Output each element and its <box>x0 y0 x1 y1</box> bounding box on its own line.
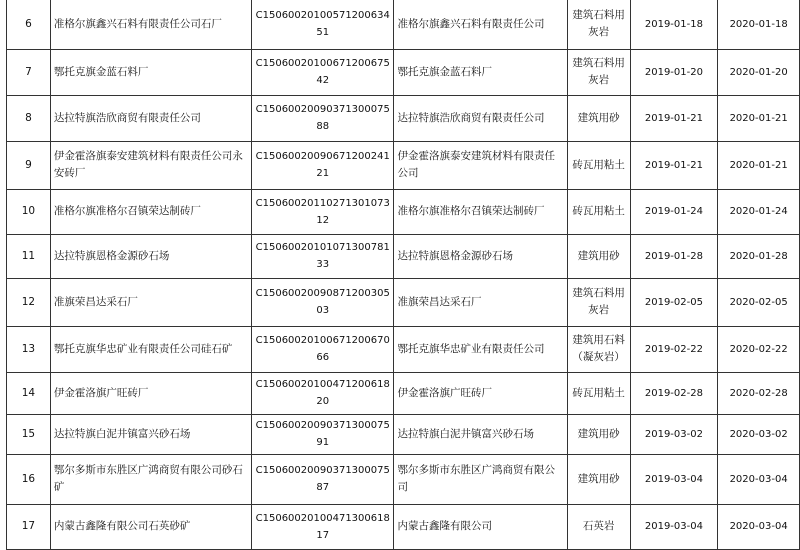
end-date: 2020-01-24 <box>718 189 800 234</box>
row-number: 13 <box>7 326 51 372</box>
mineral-type: 建筑用砂 <box>567 234 630 278</box>
mineral-type: 砖瓦用粘土 <box>567 141 630 189</box>
company-name: 伊金霍洛旗泰安建筑材料有限责任公司 <box>394 141 567 189</box>
mineral-type: 建筑石料用灰岩 <box>567 49 630 95</box>
permit-number: C1506002010067120067066 <box>252 326 394 372</box>
company-name: 鄂尔多斯市东胜区广鸿商贸有限公司 <box>394 454 567 504</box>
mineral-type: 砖瓦用粘土 <box>567 372 630 414</box>
mineral-type: 建筑用砂 <box>567 454 630 504</box>
start-date: 2019-03-02 <box>630 414 718 454</box>
end-date: 2020-02-28 <box>718 372 800 414</box>
end-date: 2020-01-18 <box>718 0 800 49</box>
mine-name: 伊金霍洛旗广旺砖厂 <box>50 372 251 414</box>
mine-name: 达拉特旗白泥井镇富兴砂石场 <box>50 414 251 454</box>
permit-number: C1506002009037130007591 <box>252 414 394 454</box>
table-body <box>7 0 800 549</box>
end-date: 2020-01-20 <box>718 49 800 95</box>
start-date: 2019-03-04 <box>630 454 718 504</box>
end-date: 2020-01-21 <box>718 141 800 189</box>
table-row <box>7 454 800 504</box>
permit-number: C1506002010067120067542 <box>252 49 394 95</box>
mineral-type: 砖瓦用粘土 <box>567 189 630 234</box>
company-name: 内蒙古鑫隆有限公司 <box>394 504 567 549</box>
end-date: 2020-02-05 <box>718 278 800 326</box>
row-number: 15 <box>7 414 51 454</box>
row-number: 9 <box>7 141 51 189</box>
table-row <box>7 141 800 189</box>
table-row <box>7 49 800 95</box>
table-row <box>7 278 800 326</box>
permit-number: C1506002010057120063451 <box>252 0 394 49</box>
row-number: 6 <box>7 0 51 49</box>
mine-name: 达拉特旗浩欣商贸有限责任公司 <box>50 95 251 141</box>
row-number: 10 <box>7 189 51 234</box>
row-number: 7 <box>7 49 51 95</box>
permit-number: C1506002009067120024121 <box>252 141 394 189</box>
end-date: 2020-01-28 <box>718 234 800 278</box>
mine-name: 达拉特旗恩格金源砂石场 <box>50 234 251 278</box>
start-date: 2019-01-18 <box>630 0 718 49</box>
mine-name: 鄂托克旗金蓝石料厂 <box>50 49 251 95</box>
permit-number: C1506002009037130007587 <box>252 454 394 504</box>
end-date: 2020-01-21 <box>718 95 800 141</box>
table-row <box>7 326 800 372</box>
row-number: 16 <box>7 454 51 504</box>
start-date: 2019-02-22 <box>630 326 718 372</box>
start-date: 2019-02-05 <box>630 278 718 326</box>
table-row <box>7 504 800 549</box>
company-name: 准旗荣昌达采石厂 <box>394 278 567 326</box>
table-row <box>7 372 800 414</box>
mine-name: 伊金霍洛旗泰安建筑材料有限责任公司永安砖厂 <box>50 141 251 189</box>
company-name: 准格尔旗鑫兴石料有限责任公司 <box>394 0 567 49</box>
row-number: 14 <box>7 372 51 414</box>
start-date: 2019-01-21 <box>630 95 718 141</box>
start-date: 2019-03-04 <box>630 504 718 549</box>
mine-name: 准格尔旗鑫兴石料有限责任公司石厂 <box>50 0 251 49</box>
table-row <box>7 234 800 278</box>
mine-name: 内蒙古鑫隆有限公司石英砂矿 <box>50 504 251 549</box>
company-name: 达拉特旗浩欣商贸有限责任公司 <box>394 95 567 141</box>
company-name: 达拉特旗白泥井镇富兴砂石场 <box>394 414 567 454</box>
company-name: 准格尔旗准格尔召镇荣达制砖厂 <box>394 189 567 234</box>
table-row <box>7 0 800 49</box>
mine-name: 准格尔旗准格尔召镇荣达制砖厂 <box>50 189 251 234</box>
end-date: 2020-03-04 <box>718 454 800 504</box>
row-number: 12 <box>7 278 51 326</box>
company-name: 鄂托克旗华忠矿业有限责任公司 <box>394 326 567 372</box>
start-date: 2019-01-24 <box>630 189 718 234</box>
mineral-type: 建筑用砂 <box>567 414 630 454</box>
company-name: 达拉特旗恩格金源砂石场 <box>394 234 567 278</box>
mineral-type: 石英岩 <box>567 504 630 549</box>
mineral-type: 建筑石料用灰岩 <box>567 278 630 326</box>
table-row <box>7 414 800 454</box>
permit-number: C1506002010107130078133 <box>252 234 394 278</box>
permit-number: C1506002010047120061820 <box>252 372 394 414</box>
start-date: 2019-01-21 <box>630 141 718 189</box>
table-row <box>7 95 800 141</box>
permit-number: C1506002009087120030503 <box>252 278 394 326</box>
row-number: 17 <box>7 504 51 549</box>
permit-number: C1506002009037130007588 <box>252 95 394 141</box>
permit-number: C1506002011027130107312 <box>252 189 394 234</box>
mine-name: 鄂尔多斯市东胜区广鸿商贸有限公司砂石矿 <box>50 454 251 504</box>
company-name: 鄂托克旗金蓝石料厂 <box>394 49 567 95</box>
mineral-type: 建筑用石料（凝灰岩） <box>567 326 630 372</box>
mineral-type: 建筑用砂 <box>567 95 630 141</box>
company-name: 伊金霍洛旗广旺砖厂 <box>394 372 567 414</box>
end-date: 2020-03-04 <box>718 504 800 549</box>
end-date: 2020-03-02 <box>718 414 800 454</box>
row-number: 8 <box>7 95 51 141</box>
permit-number: C1506002010047130061817 <box>252 504 394 549</box>
row-number: 11 <box>7 234 51 278</box>
mining-permit-table <box>6 0 800 550</box>
table-row <box>7 189 800 234</box>
mine-name: 准旗荣昌达采石厂 <box>50 278 251 326</box>
mineral-type: 建筑石料用灰岩 <box>567 0 630 49</box>
mine-name: 鄂托克旗华忠矿业有限责任公司硅石矿 <box>50 326 251 372</box>
start-date: 2019-01-20 <box>630 49 718 95</box>
start-date: 2019-01-28 <box>630 234 718 278</box>
end-date: 2020-02-22 <box>718 326 800 372</box>
start-date: 2019-02-28 <box>630 372 718 414</box>
